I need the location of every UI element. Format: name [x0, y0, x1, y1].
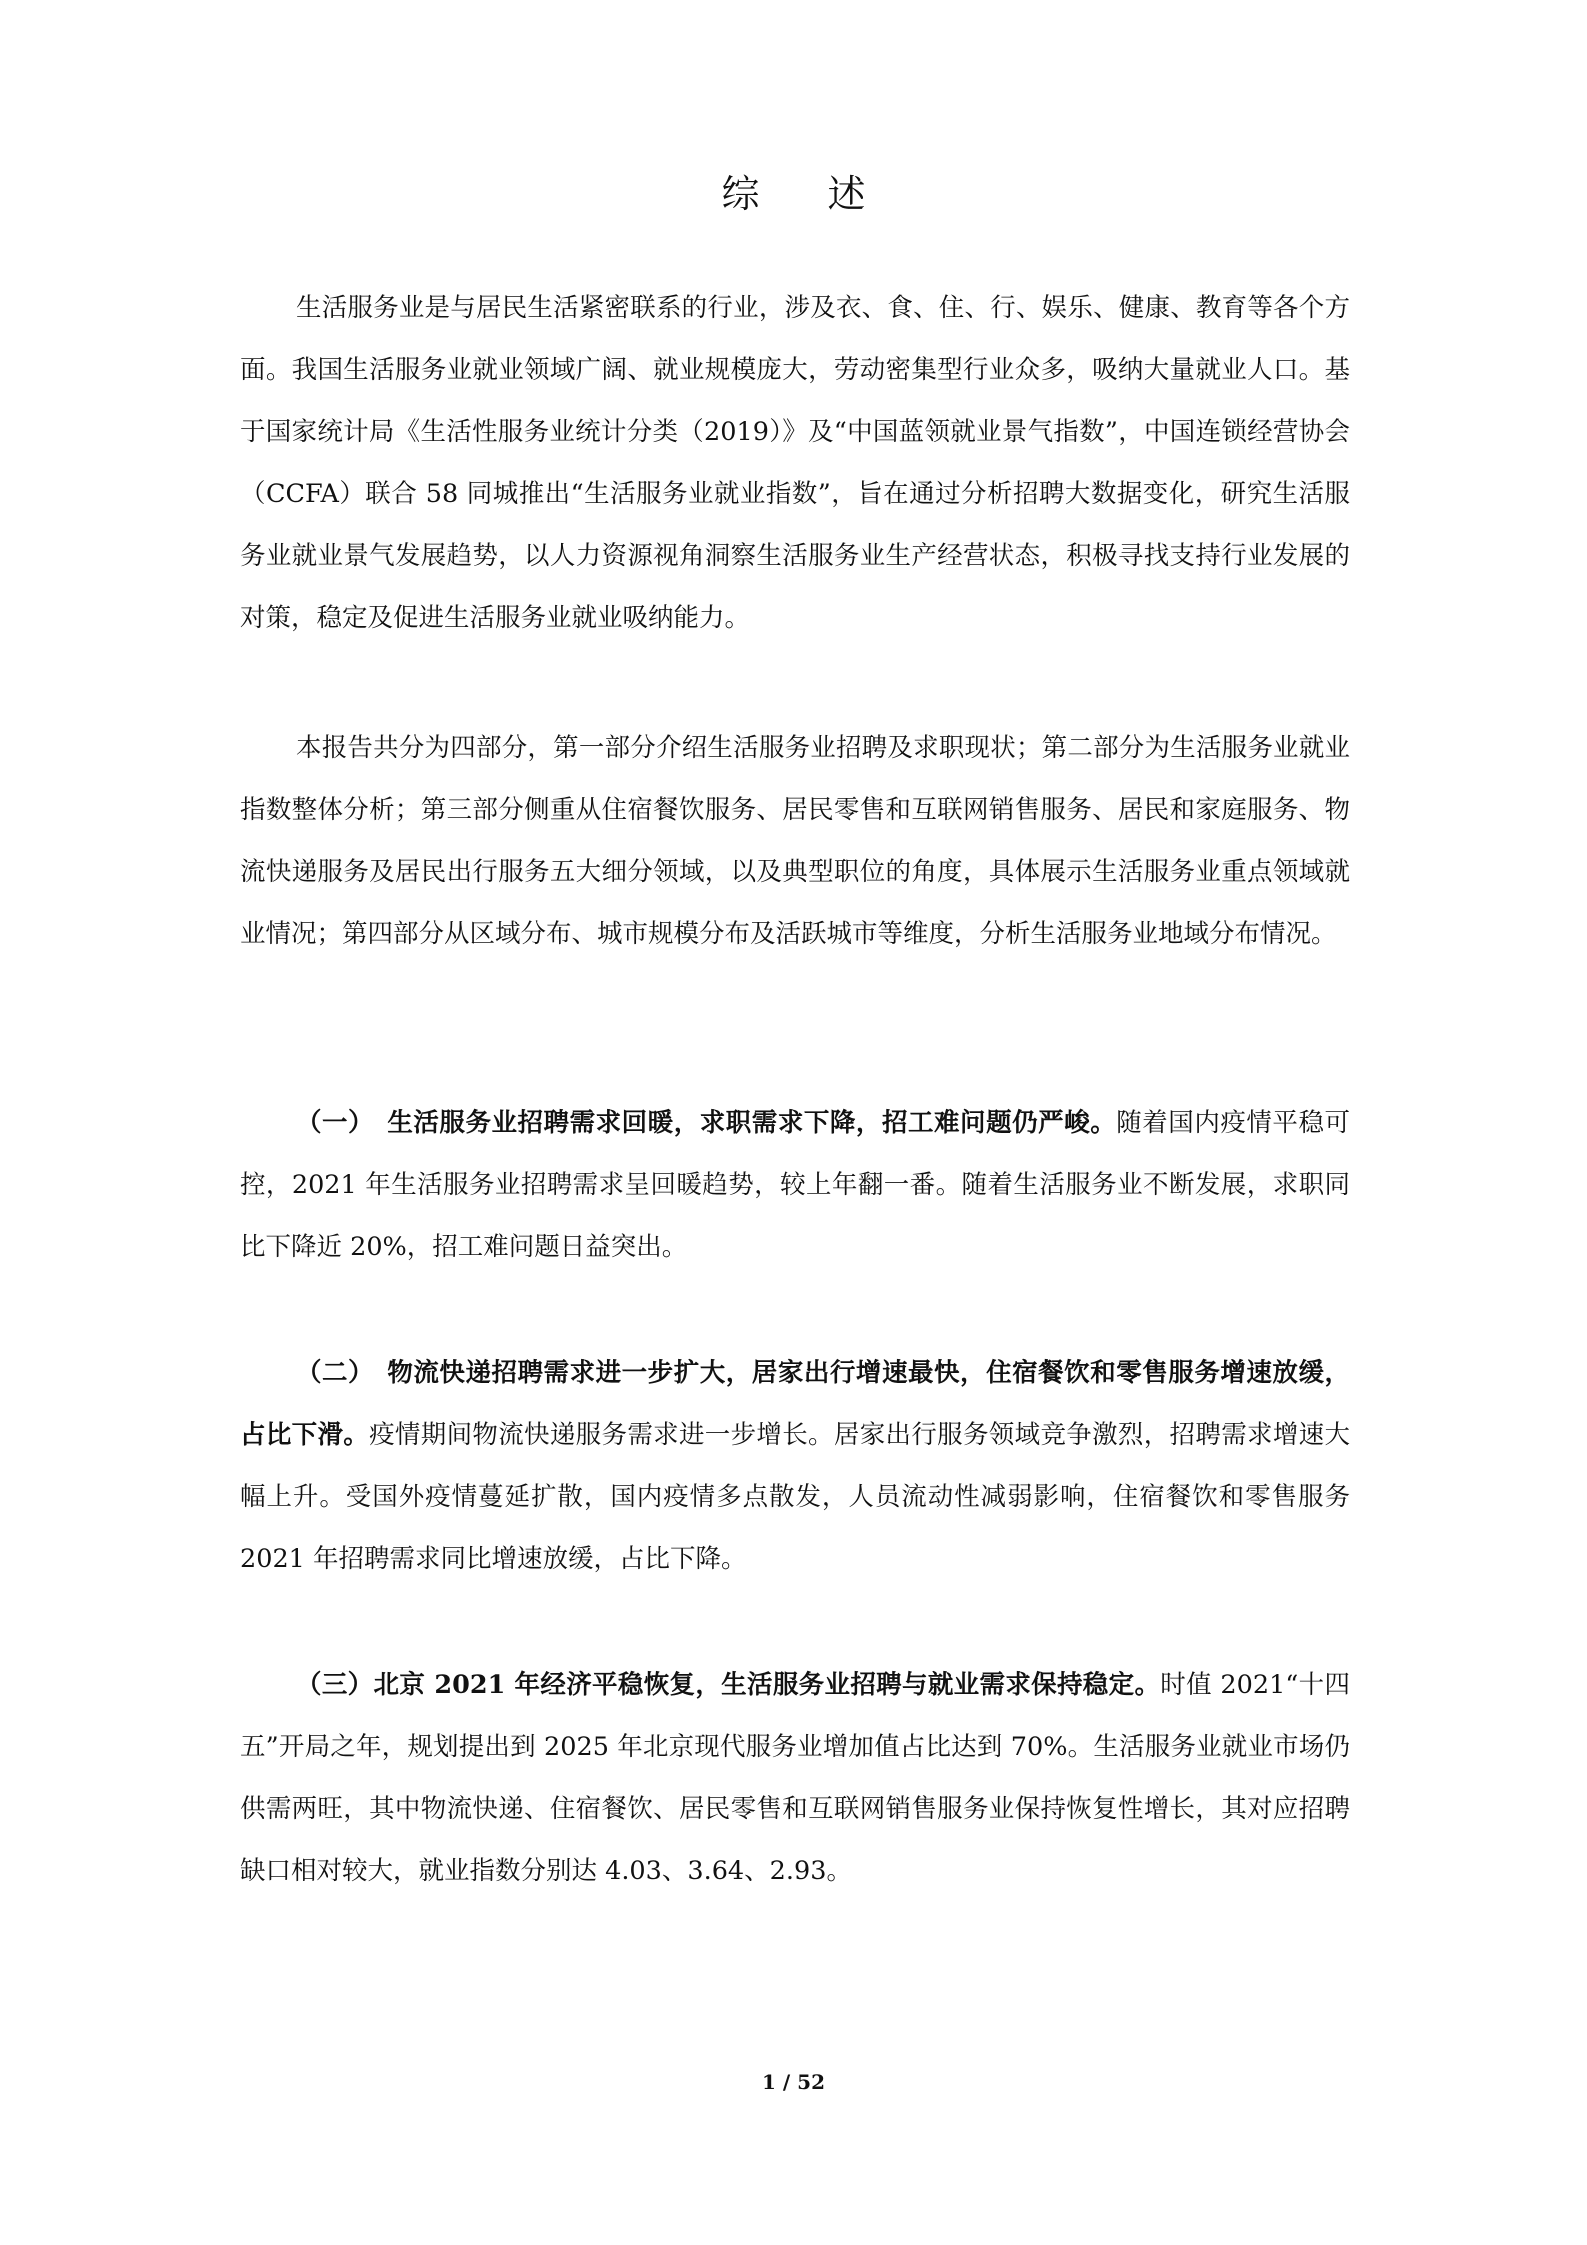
finding-2-paragraph [240, 1342, 1350, 1590]
paragraph-text: 时值 2021“十四五”开局之年，规划提出到 2025 年北京现代服务业增加值占比达到 70%。生活服务业就业市场仍供需两旺，其中物流快递、住宿餐饮、居民零售和互联网销售服务业保持恢复性增长，其对应招聘缺口相对较大，就业指数分别达 4.03、3.64、2.93。 [240, 1670, 1350, 1886]
page-number: 1 / 52 [762, 2070, 825, 2094]
finding-1-paragraph [240, 1092, 1350, 1278]
intro-paragraph [240, 277, 1350, 649]
paragraph-text: 生活服务业是与居民生活紧密联系的行业，涉及衣、食、住、行、娱乐、健康、教育等各个方面。我国生活服务业就业领域广阔、就业规模庞大，劳动密集型行业众多，吸纳大量就业人口。基于国家统计局《生活性服务业统计分类（2019）》及“中国蓝领就业景气指数”，中国连锁经营协会（CCFA）联合 58 同城推出“生活服务业就业指数”，旨在通过分析招聘大数据变化，研究生活服务业就业景气发展趋势，以人力资源视角洞察生活服务业生产经营状态，积极寻找支持行业发展的对策，稳定及促进生活服务业就业吸纳能力。 [240, 293, 1350, 633]
paragraph-text: 随着国内疫情平稳可控，2021 年生活服务业招聘需求呈回暖趋势，较上年翻一番。随着生活服务业不断发展，求职同比下降近 20%，招工难问题日益突出。 [240, 1108, 1350, 1262]
report-structure-paragraph [240, 717, 1350, 965]
paragraph-text: 本报告共分为四部分，第一部分介绍生活服务业招聘及求职现状；第二部分为生活服务业就业指数整体分析；第三部分侧重从住宿餐饮服务、居民零售和互联网销售服务、居民和家庭服务、物流快递服务及居民出行服务五大细分领域，以及典型职位的角度，具体展示生活服务业重点领域就业情况；第四部分从区域分布、城市规模分布及活跃城市等维度，分析生活服务业地域分布情况。 [240, 733, 1350, 949]
page-title: 综 述 [721, 172, 894, 216]
finding-heading: （二） 物流快递招聘需求进一步扩大，居家出行增速最快，住宿餐饮和零售服务增速放缓，占比下滑。 [240, 1358, 1350, 1450]
finding-3-paragraph [240, 1654, 1350, 1902]
finding-heading: （一） 生活服务业招聘需求回暖，求职需求下降，招工难问题仍严峻。 [296, 1108, 1117, 1138]
finding-heading: （三）北京 2021 年经济平稳恢复，生活服务业招聘与就业需求保持稳定。 [296, 1670, 1161, 1700]
paragraph-text: 疫情期间物流快递服务需求进一步增长。居家出行服务领域竞争激烈，招聘需求增速大幅上升。受国外疫情蔓延扩散，国内疫情多点散发，人员流动性减弱影响，住宿餐饮和零售服务 2021 年招聘需求同比增速放缓，占比下降。 [240, 1420, 1350, 1574]
